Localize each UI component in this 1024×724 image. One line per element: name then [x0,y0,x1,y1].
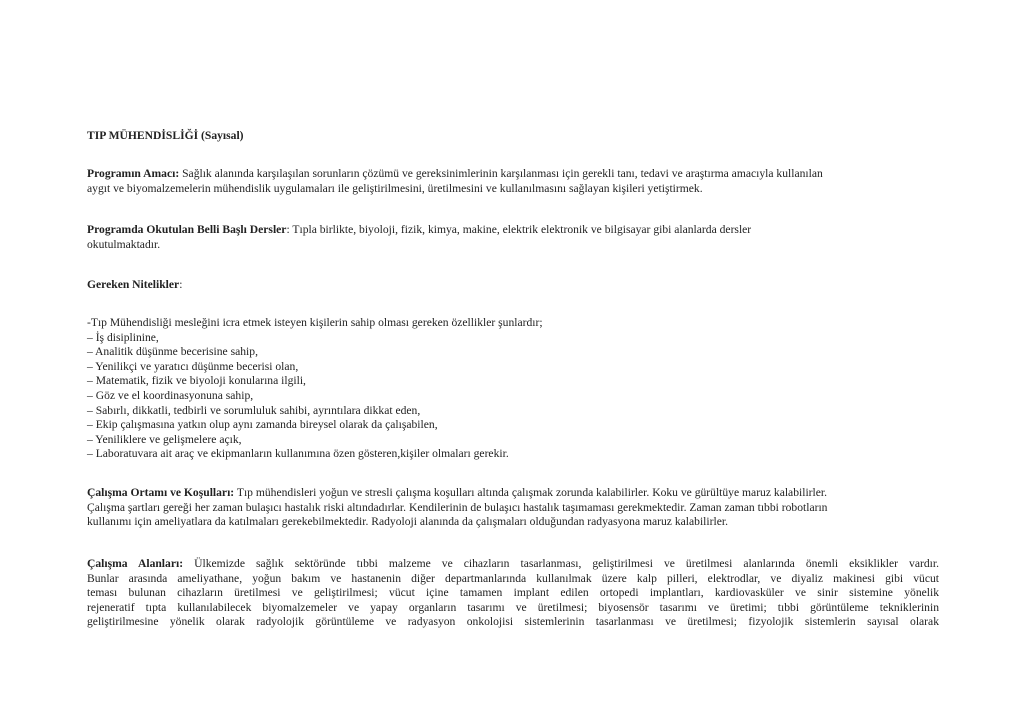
list-item: -Tıp Mühendisliği mesleğini icra etmek isteyen kişilerin sahip olması gereken özellikler şunlardır; [87,316,543,329]
list-item: – Analitik düşünme becerisine sahip, [87,345,258,359]
work-areas-text-5: geliştirilmesine yönelik olarak radyolojik görüntüleme ve radyasyon onkolojisi sistemlerinin tasarlanması ve üretilmesi; fizyolojik sistemlerin sayısal olarak [87,615,939,629]
list-item: – Yeniliklere ve gelişmelere açık, [87,432,242,446]
work-areas-text-2: Bunlar arasında ameliyathane, yoğun bakım ve hastanenin diğer departmanlarında kullanılmak üzere kalp pilleri, elektrodlar, ve diyaliz makinesi gibi vücut [87,571,939,585]
work-environment-paragraph [87,486,939,530]
courses-paragraph [87,223,939,252]
list-item: – Sabırlı, dikkatli, tedbirli ve sorumluluk sahibi, ayrıntılara dikkat eden, [87,403,421,417]
courses-line-1 [87,223,939,238]
program-purpose-label: Programın Amacı: [87,167,180,180]
courses-text-2: okutulmaktadır. [87,237,161,251]
list-item: – İş disiplinine, [87,330,159,344]
work-areas-label: Çalışma Alanları: [87,557,184,570]
work-environment-line-1 [87,486,939,501]
work-areas-text-1: Ülkemizde sağlık sektöründe tıbbi malzeme ve cihazların tasarlanması, geliştirilmesi ve üretilmesi alanlarında önemli eksiklikler vardır. [183,557,939,570]
qualifications-label: Gereken Nitelikler [87,278,180,291]
list-item: – Yenilikçi ve yaratıcı düşünme becerisi olan, [87,359,299,373]
list-item: – Ekip çalışmasına yatkın olup aynı zamanda bireysel olarak da çalışabilen, [87,418,438,432]
work-areas-paragraph [87,557,939,630]
work-areas-text-4: rejeneratif tıpta kullanılabilecek biyomalzemeler ve yapay organların tasarımı ve üretilmesi; biyosensör tasarımı ve üretimi; tıbbi görüntüleme tekniklerinin [87,600,939,614]
list-item: – Göz ve el koordinasyonuna sahip, [87,388,254,402]
program-purpose-text-1: Sağlık alanında karşılaşılan sorunların çözümü ve gereksinimlerinin karşılanması için gerekli tanı, tedavi ve araştırma amacıyla kullanılan [179,167,823,180]
work-areas-line-1 [87,557,939,572]
program-purpose-line-1 [87,167,939,182]
program-purpose-text-2: aygıt ve biyomalzemelerin mühendislik uygulamaları ile geliştirilmesini, üretilmesini ve kullanılmasını sağlayan kişileri yetiştirmek. [87,181,703,195]
qualifications-list [87,316,939,462]
work-environment-text-1: Tıp mühendisleri yoğun ve stresli çalışma koşulları altında çalışmak zorunda kalabilirler. Koku ve gürültüye maruz kalabilirler. [234,486,828,499]
work-environment-label: Çalışma Ortamı ve Koşulları: [87,486,235,499]
qualifications-heading [87,278,939,293]
program-purpose-paragraph [87,167,939,196]
work-environment-text-3: kullanımı için ameliyatlara da katılmaları gerekebilmektedir. Radyoloji alanında da çalışmaları olduğundan radyasyona maruz kalabilirler. [87,515,728,529]
work-environment-text-2: Çalışma şartları gereği her zaman bulaşıcı hastalık riski altındadırlar. Kendilerinin de bulaşıcı hastalık taşımaması gerekmektedir. Zaman zaman tıbbi robotların [87,500,828,514]
qualifications-colon: : [179,278,183,291]
courses-text-1: Tıpla birlikte, biyoloji, fizik, kimya, makine, elektrik elektronik ve bilgisayar gibi alanlarda dersler [289,223,752,236]
courses-label: Programda Okutulan Belli Başlı Dersler [87,223,287,236]
list-item: – Laboratuvara ait araç ve ekipmanların kullanımına özen gösteren,kişiler olmaları gerekir. [87,447,509,461]
page-title: TIP MÜHENDİSLİĞİ (Sayısal) [87,129,244,142]
work-areas-text-3: teması bulunan cihazların üretilmesi ve geliştirilmesi; vücut içine tamamen implant edilen ortopedi implantları, kardiovasküler ve sinir sistemine yönelik [87,586,939,600]
list-item: – Matematik, fizik ve biyoloji konularına ilgili, [87,374,306,388]
courses-colon: : [286,223,290,236]
